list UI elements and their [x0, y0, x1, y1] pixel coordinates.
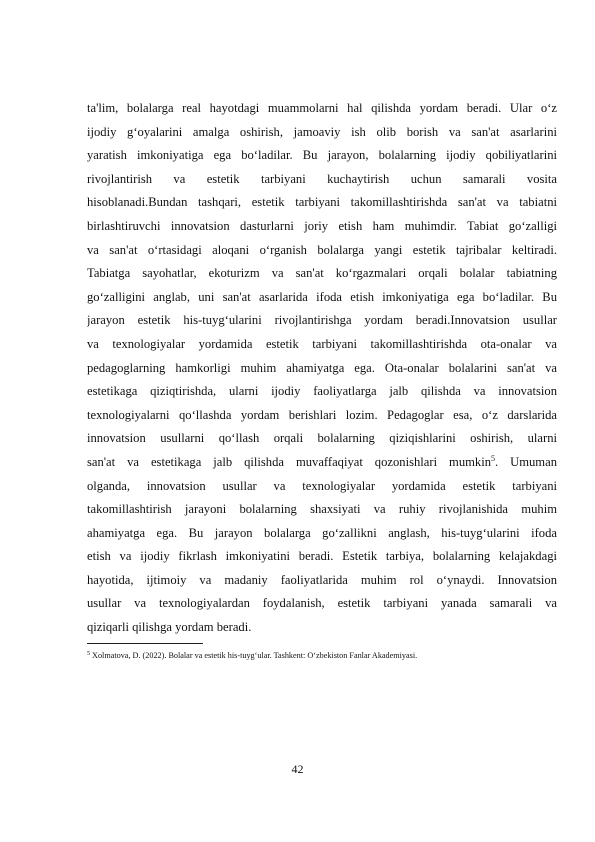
text-line: hayotida, ijtimoiy va madaniy faoliyatlarida muhim rol o‘ynaydi. Innovatsion: [87, 572, 557, 587]
text-line: etish va ijodiy fikrlash imkoniyatini beradi. Estetik tarbiya, bolalarning kelajakdagi: [87, 549, 557, 564]
text-line-with-footnote-ref: [87, 451, 557, 475]
page-number: 42: [291, 762, 304, 776]
footnote-marker: 5: [87, 651, 90, 657]
text-line: yaratish imkoniyatiga ega bo‘ladilar. Bu jarayon, bolalarning ijodiy qobiliyatlarini: [87, 148, 557, 163]
text-line: ahamiyatga ega. Bu jarayon bolalarga go‘zallikni anglash, his-tuyg‘ularini ifoda: [87, 525, 557, 540]
footnote-text: Xolmatova, D. (2022). Bolalar va estetik his-tuyg‘ular. Tashkent: O‘zbekiston Fanlar Akademiyasi.: [90, 651, 418, 660]
footnote-divider: [87, 643, 203, 644]
line-text-tail: . Umuman: [495, 454, 557, 469]
footnote-reference[interactable]: 5: [491, 453, 496, 463]
text-line: usullar va texnologiyalardan foydalanish, estetik tarbiyani yanada samarali va: [87, 596, 557, 611]
footnote: [87, 651, 557, 661]
text-line: olganda, innovatsion usullar va texnologiyalar yordamida estetik tarbiyani: [87, 478, 557, 493]
text-line: pedagoglarning hamkorligi muhim ahamiyatga ega. Ota-onalar bolalarini san'at va: [87, 360, 557, 375]
text-line: hisoblanadi.Bundan tashqari, estetik tarbiyani takomillashtirishda san'at va tabiatni: [87, 195, 557, 210]
text-line: takomillashtirish jarayoni bolalarning shaxsiyati va ruhiy rivojlanishida muhim: [87, 502, 557, 517]
text-line: va texnologiyalar yordamida estetik tarbiyani takomillashtirishda ota-onalar va: [87, 336, 557, 351]
text-line: rivojlantirish va estetik tarbiyani kuchaytirish uchun samarali vosita: [87, 171, 557, 186]
text-line: ta'lim, bolalarga real hayotdagi muammolarni hal qilishda yordam beradi. Ular o‘z: [87, 101, 557, 115]
line-text: san'at va estetikaga jalb qilishda muvaffaqiyat qozonishlari mumkin: [87, 454, 492, 469]
text-line: Tabiatga sayohatlar, ekoturizm va san'at ko‘rgazmalari orqali bolalar tabiatning: [87, 266, 557, 281]
text-line: innovatsion usullarni qo‘llash orqali bolalarning qiziqishlarini oshirish, ularni: [87, 431, 557, 446]
text-line: estetikaga qiziqtirishda, ularni ijodiy faoliyatlarga jalb qilishda va innovatsion: [87, 384, 557, 399]
text-line: va san'at o‘rtasidagi aloqani o‘rganish bolalarga yangi estetik tajribalar keltiradi.: [87, 242, 557, 257]
text-line: birlashtiruvchi innovatsion dasturlarni joriy etish ham muhimdir. Tabiat go‘zalligi: [87, 218, 557, 233]
text-line: texnologiyalarni qo‘llashda yordam berishlari lozim. Pedagoglar esa, o‘z darslarida: [87, 407, 557, 422]
text-line: ijodiy g‘oyalarini amalga oshirish, jamoaviy ish olib borish va san'at asarlarini: [87, 124, 557, 139]
body-paragraph: [87, 97, 557, 640]
text-line: qiziqarli qilishga yordam beradi.: [87, 620, 252, 635]
text-line: go‘zalligini anglab, uni san'at asarlarida ifoda etish imkoniyatiga ega bo‘ladilar. Bu: [87, 289, 557, 304]
text-line: jarayon estetik his-tuyg‘ularini rivojlantirishga yordam beradi.Innovatsion usullar: [87, 313, 557, 328]
